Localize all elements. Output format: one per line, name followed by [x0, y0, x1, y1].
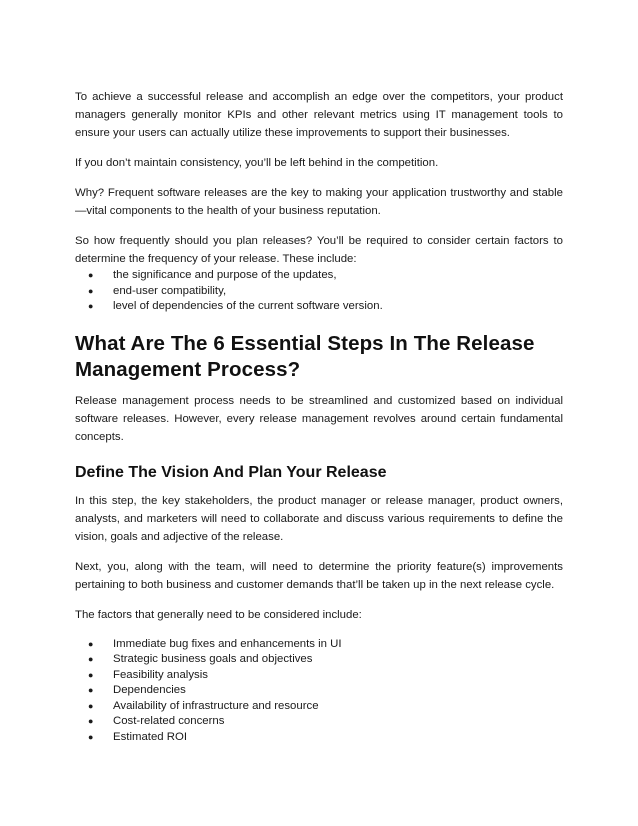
- list-item: ● Availability of infrastructure and resource: [75, 699, 563, 715]
- section-heading-steps: What Are The 6 Essential Steps In The Release Management Process?: [75, 331, 535, 381]
- bullet-icon: ●: [88, 700, 94, 711]
- list-item: ● Dependencies: [75, 683, 563, 699]
- bullet-icon: ●: [88, 685, 94, 695]
- list-item: ● Immediate bug fixes and enhancements in UI: [75, 637, 563, 653]
- bullet-icon: ●: [88, 654, 94, 664]
- bullet-icon: ●: [88, 716, 94, 726]
- frequency-factors-list: [75, 268, 563, 315]
- vision-paragraph-3: The factors that generally need to be considered include:: [75, 608, 362, 621]
- list-item: ● Feasibility analysis: [75, 668, 563, 684]
- bullet-icon: ●: [88, 638, 94, 649]
- bullet-icon: ●: [88, 731, 94, 742]
- section-heading-vision: Define The Vision And Plan Your Release: [75, 463, 387, 481]
- document-page: [75, 88, 563, 745]
- intro-paragraph-4: So how frequently should you plan releases? You’ll be required to consider certain factors to determine the frequency of your release. These include:: [75, 235, 563, 265]
- release-factors-list: [75, 637, 563, 746]
- list-item: ● the significance and purpose of the updates,: [75, 268, 563, 284]
- vision-paragraph-1: In this step, the key stakeholders, the product manager or release manager, product owners, analysts, and marketers will need to collaborate and discuss various requirements to define the vision, goals and adjective of the release.: [75, 494, 563, 543]
- intro-paragraph-1: To achieve a successful release and accomplish an edge over the competitors, your product managers generally monitor KPIs and other relevant metrics using IT management tools to ensure your users can actually utilize these improvements to support their businesses.: [75, 91, 563, 139]
- vision-paragraph-2: Next, you, along with the team, will need to determine the priority feature(s) improvements pertaining to both business and customer demands that’ll be taken up in the next release cycle.: [75, 560, 563, 591]
- intro-paragraph-2: If you don’t maintain consistency, you’ll be left behind in the competition.: [75, 157, 439, 169]
- bullet-icon: ●: [88, 270, 94, 280]
- list-item: ● Estimated ROI: [75, 730, 563, 746]
- steps-intro-paragraph: Release management process needs to be streamlined and customized based on individual software releases. However, every release management revolves around certain fundamental concepts.: [75, 394, 563, 443]
- list-item: ● end-user compatibility,: [75, 284, 563, 300]
- list-item: ● level of dependencies of the current software version.: [75, 299, 563, 315]
- list-item: ● Strategic business goals and objectives: [75, 652, 563, 668]
- list-item: ● Cost-related concerns: [75, 714, 563, 730]
- intro-paragraph-3: Why? Frequent software releases are the key to making your application trustworthy and stable—vital components to the health of your business reputation.: [75, 187, 563, 217]
- bullet-icon: ●: [88, 669, 94, 680]
- bullet-icon: ●: [88, 285, 94, 296]
- bullet-icon: ●: [88, 301, 94, 311]
